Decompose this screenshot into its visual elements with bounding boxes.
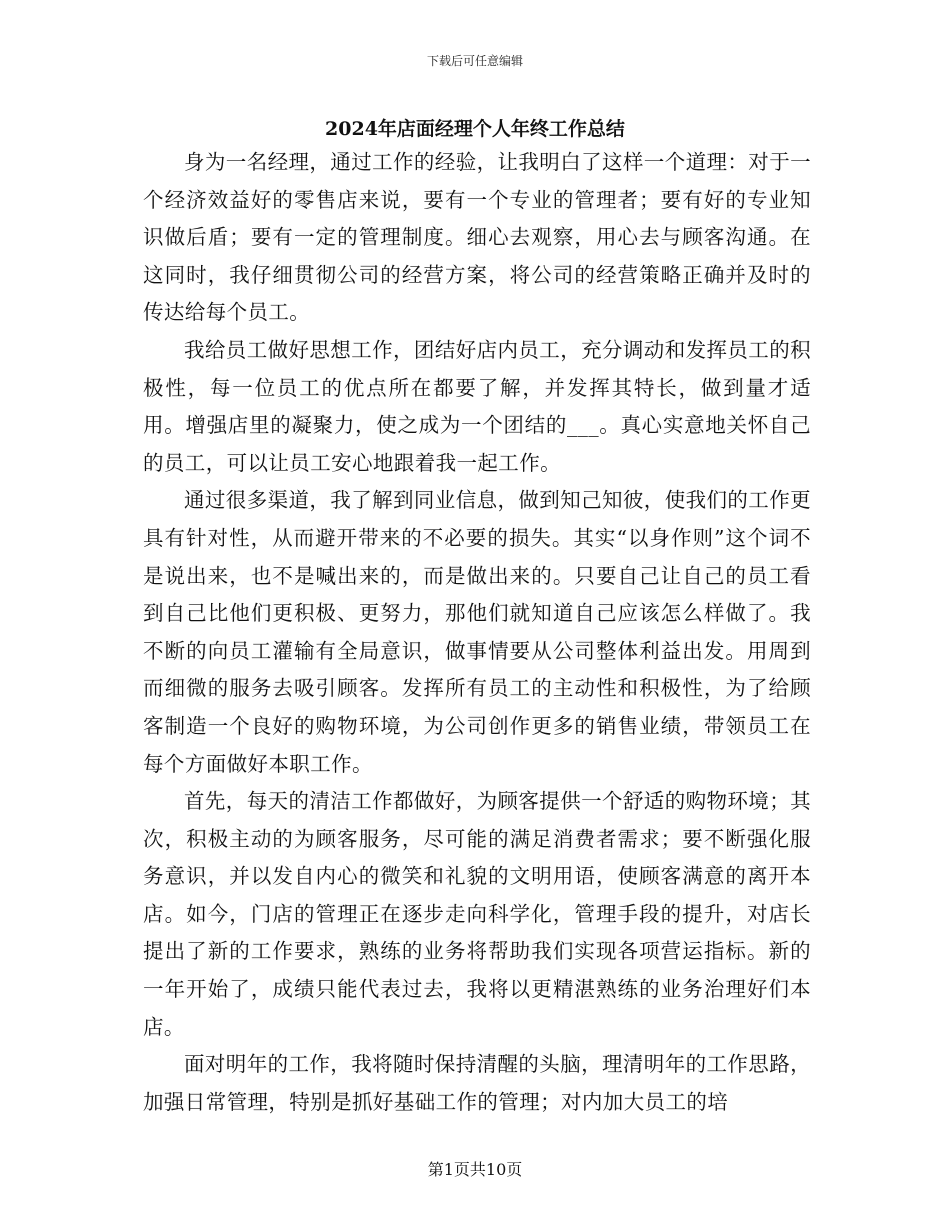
body-paragraph: 面对明年的工作，我将随时保持清醒的头脑，理清明年的工作思路，加强日常管理，特别是抓好基础工作的管理；对内加大员工的培 xyxy=(143,1052,811,1114)
page-footer-number: 第1页共10页 xyxy=(427,1160,523,1179)
body-paragraph: 首先，每天的清洁工作都做好，为顾客提供一个舒适的购物环境；其次，积极主动的为顾客服务，尽可能的满足消费者需求；要不断强化服务意识，并以发自内心的微笑和礼貌的文明用语，使顾客满意的离开本店。如今，门店的管理正在逐步走向科学化，管理手段的提升，对店长提出了新的工作要求，熟练的业务将帮助我们实现各项营运指标。新的一年开始了，成绩只能代表过去，我将以更精湛熟练的业务治理好们本店。 xyxy=(143,789,811,1039)
body-paragraph: 身为一名经理，通过工作的经验，让我明白了这样一个道理：对于一个经济效益好的零售店来说，要有一个专业的管理者；要有好的专业知识做后盾；要有一定的管理制度。细心去观察，用心去与顾客沟通。在这同时，我仔细贯彻公司的经营方案，将公司的经营策略正确并及时的传达给每个员工。 xyxy=(143,150,811,325)
document-body xyxy=(143,144,811,1121)
body-paragraph: 我给员工做好思想工作，团结好店内员工，充分调动和发挥员工的积极性，每一位员工的优点所在都要了解，并发挥其特长，做到量才适用。增强店里的凝聚力，使之成为一个团结的___。真心实意地关怀自己的员工，可以让员工安心地跟着我一起工作。 xyxy=(143,337,811,475)
document-title: 2024年店面经理个人年终工作总结 xyxy=(325,118,625,140)
page-header-note: 下载后可任意编辑 xyxy=(426,54,523,68)
body-paragraph: 通过很多渠道，我了解到同业信息，做到知己知彼，使我们的工作更具有针对性，从而避开带来的不必要的损失。其实“以身作则”这个词不是说出来，也不是喊出来的，而是做出来的。只要自己让自己的员工看到自己比他们更积极、更努力，那他们就知道自己应该怎么样做了。我不断的向员工灌输有全局意识，做事情要从公司整体利益出发。用周到而细微的服务去吸引顾客。发挥所有员工的主动性和积极性，为了给顾客制造一个良好的购物环境，为公司创作更多的销售业绩，带领员工在每个方面做好本职工作。 xyxy=(143,488,811,776)
